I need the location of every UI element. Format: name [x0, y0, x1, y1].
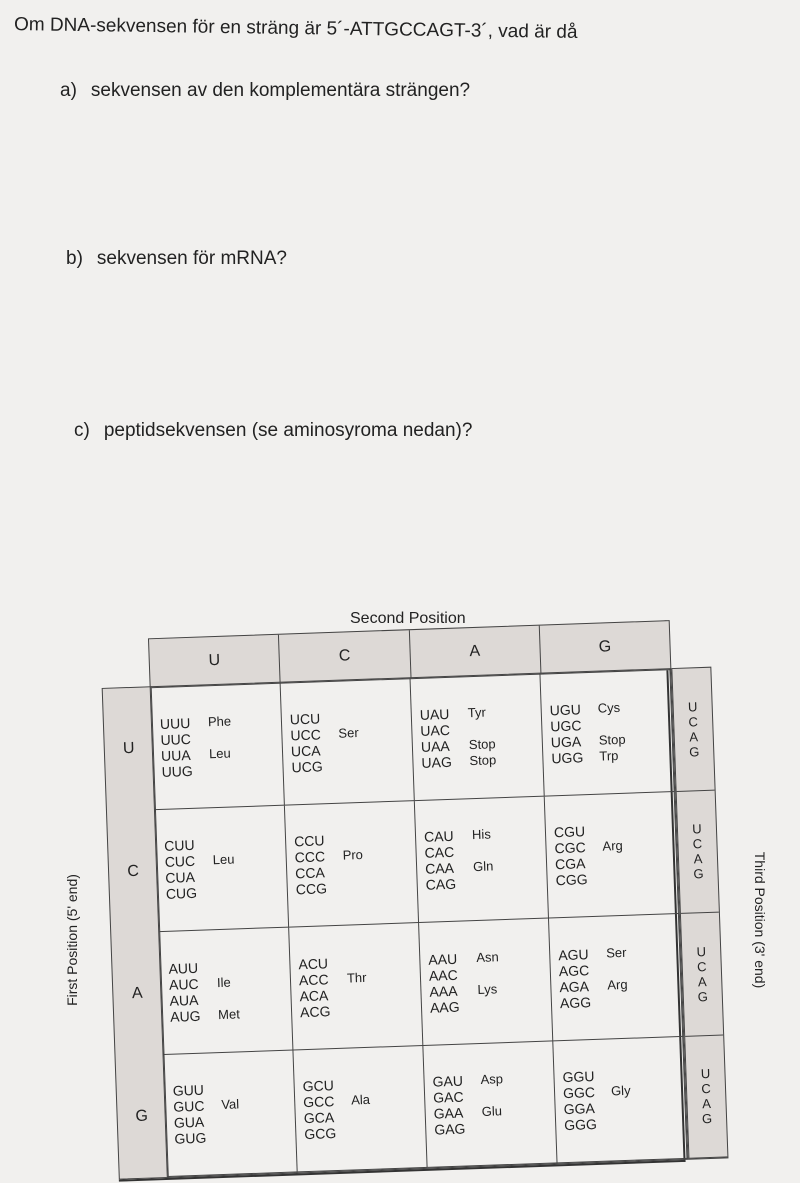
third-position-letter: A — [697, 973, 707, 990]
amino-acid — [216, 959, 217, 975]
amino-acid — [481, 1088, 482, 1104]
codon: ACC — [298, 970, 329, 989]
codon-line — [425, 873, 538, 893]
codon-cell — [411, 674, 545, 801]
codon: CGG — [555, 871, 588, 889]
codon: UCU — [289, 710, 321, 728]
third-position-letter: U — [696, 943, 707, 960]
amino-acid — [477, 966, 478, 982]
codon: GCA — [303, 1109, 335, 1127]
codon: AUA — [169, 991, 199, 1009]
third-position-group — [672, 668, 714, 792]
codon: CAA — [424, 860, 455, 878]
amino-acid: His — [471, 826, 492, 843]
third-position-letter: C — [688, 713, 699, 730]
third-position-letter: G — [693, 866, 704, 882]
amino-acid — [352, 1125, 353, 1141]
codon: UCG — [291, 758, 323, 776]
codon-cell — [151, 683, 285, 810]
codon: UUU — [159, 714, 191, 732]
codon: CAU — [423, 828, 454, 846]
third-position-group — [685, 1035, 727, 1159]
question-a — [60, 80, 470, 102]
codon-line — [560, 991, 673, 1011]
codon: GAC — [432, 1088, 464, 1106]
amino-acid — [348, 1002, 349, 1018]
codon: UUC — [160, 730, 192, 748]
amino-acid: Stop — [468, 736, 496, 752]
codon-line — [166, 882, 279, 902]
codon-cell — [415, 796, 549, 923]
column-header: A — [409, 626, 541, 679]
codon: CGC — [554, 839, 586, 857]
codon-line — [304, 1122, 417, 1142]
column-header: G — [598, 638, 612, 656]
column-header: U — [149, 635, 281, 688]
third-position-letter: A — [693, 851, 703, 867]
codon-cell — [281, 678, 415, 805]
codon: CUA — [165, 869, 196, 887]
codon-cell — [553, 1036, 687, 1163]
codon: AAA — [429, 982, 458, 1000]
row-header: A — [131, 984, 143, 1003]
codon-line — [555, 869, 668, 889]
codon: AUU — [168, 959, 199, 977]
codon: UGG — [551, 748, 584, 767]
amino-acid: Arg — [607, 976, 628, 993]
question-a-label: a) — [60, 80, 77, 101]
codon: UAU — [419, 705, 450, 723]
codon: AAC — [428, 966, 458, 984]
codon: UAG — [421, 753, 453, 771]
question-a-text: sekvensen av den komplementära strängen? — [90, 80, 471, 101]
amino-acid: Tyr — [467, 704, 487, 720]
row-header: G — [135, 1107, 149, 1126]
amino-acid — [220, 1081, 221, 1097]
amino-acid: Cys — [597, 699, 621, 716]
codon-cell — [164, 1050, 298, 1177]
amino-acid — [610, 1068, 611, 1084]
codon: UCC — [290, 726, 322, 744]
third-position-group — [677, 790, 719, 914]
amino-acid — [472, 843, 473, 859]
amino-acid: Ile — [216, 974, 232, 990]
codon: GGU — [562, 1068, 595, 1086]
codon: AAG — [429, 998, 460, 1016]
codon-cell — [545, 792, 679, 919]
amino-acid: Stop — [598, 731, 626, 748]
codon: GAA — [433, 1104, 464, 1122]
amino-acid — [482, 1120, 483, 1136]
amino-acid — [598, 716, 599, 732]
amino-acid — [347, 986, 348, 1002]
amino-acid — [222, 1113, 223, 1129]
amino-acid: Arg — [602, 838, 623, 854]
third-position-letter: G — [688, 743, 700, 760]
third-position-letter: A — [689, 728, 699, 745]
codon-cell — [540, 669, 674, 796]
codon: CAG — [425, 875, 457, 894]
codon: CAC — [424, 844, 455, 862]
amino-acid: Thr — [346, 969, 367, 986]
amino-acid — [611, 1100, 612, 1116]
amino-acid: Asp — [480, 1071, 504, 1088]
codon: GGC — [562, 1084, 596, 1102]
codon: CGU — [553, 823, 586, 841]
amino-acid: Leu — [208, 745, 231, 762]
amino-acid — [222, 1129, 223, 1145]
codon: CCC — [294, 848, 326, 866]
codon: CUU — [163, 837, 195, 855]
codon-table — [100, 620, 713, 1181]
codon-line — [434, 1118, 547, 1138]
codon-cell — [419, 919, 553, 1046]
codon-cell — [293, 1045, 427, 1172]
amino-acid: Phe — [207, 713, 232, 730]
amino-acid: Ser — [338, 724, 359, 741]
codon: AAU — [428, 950, 458, 968]
codon: AGG — [559, 993, 592, 1011]
codon: GUC — [173, 1097, 205, 1115]
third-position-letter: U — [691, 821, 702, 837]
amino-acid — [607, 961, 608, 977]
codon: AUG — [169, 1007, 201, 1025]
codon: ACU — [298, 954, 329, 973]
codon-line — [161, 760, 274, 780]
amino-acid — [352, 1109, 353, 1125]
row-header: U — [122, 739, 135, 758]
third-position-letter: C — [692, 836, 703, 852]
first-position-label: First Position (5' end) — [64, 874, 80, 1006]
codon: UUA — [160, 746, 191, 764]
codon: GCC — [302, 1093, 335, 1111]
codon-line — [174, 1127, 287, 1147]
question-b — [66, 248, 287, 270]
codon-line — [291, 755, 404, 775]
codon: ACA — [299, 987, 329, 1004]
codon-line — [421, 751, 534, 771]
amino-acid — [339, 741, 340, 757]
third-position-letter: G — [701, 1111, 713, 1127]
amino-acid — [478, 998, 479, 1014]
third-position-letter: C — [696, 958, 707, 975]
codon: UGC — [549, 717, 582, 735]
amino-acid: Ala — [350, 1092, 371, 1108]
codon-cell — [159, 928, 293, 1055]
amino-acid — [214, 884, 215, 900]
question-c — [74, 420, 472, 442]
third-position-letter: A — [701, 1096, 712, 1112]
amino-acid: Glu — [481, 1103, 503, 1120]
codon: GCU — [302, 1077, 335, 1095]
amino-acid — [209, 762, 210, 778]
amino-acid — [468, 721, 469, 737]
codon: CUC — [164, 853, 196, 871]
codon: AGA — [559, 977, 590, 995]
amino-acid: Pro — [342, 847, 364, 863]
amino-acid — [602, 823, 603, 839]
codon: GCG — [304, 1125, 337, 1143]
amino-acid: Ser — [605, 944, 627, 961]
second-position-label: Second Position — [350, 610, 466, 627]
column-header: C — [279, 630, 411, 683]
amino-acid — [473, 875, 474, 891]
amino-acid: Trp — [599, 747, 619, 764]
codon-grid — [150, 668, 689, 1178]
codon-cell — [285, 801, 419, 928]
codon-cell — [423, 1041, 557, 1168]
amino-acid: Leu — [212, 851, 235, 868]
codon: GUA — [173, 1113, 205, 1131]
amino-acid — [342, 832, 343, 848]
codon: UUG — [161, 762, 194, 780]
third-position-label: Third Position (3' end) — [752, 851, 768, 989]
third-position-letter: U — [700, 1066, 711, 1082]
question-b-label: b) — [66, 248, 83, 269]
amino-acid — [212, 836, 213, 852]
amino-acid — [338, 710, 339, 726]
third-position-letter: G — [697, 988, 709, 1005]
amino-acid — [603, 855, 604, 871]
codon-cell — [289, 923, 423, 1050]
question-intro: Om DNA-sekvensen för en sträng är 5´-ATTGCCAGT-3´, vad är då — [13, 14, 578, 43]
amino-acid — [608, 993, 609, 1009]
amino-acid: Gly — [610, 1083, 631, 1099]
amino-acid — [213, 868, 214, 884]
codon-line — [300, 1000, 413, 1020]
question-c-text: peptidsekvensen (se aminosyroma nedan)? — [103, 420, 473, 441]
codon: UAC — [420, 721, 451, 739]
amino-acid — [217, 991, 218, 1007]
codon: GUU — [172, 1081, 205, 1099]
third-position-letter: U — [687, 698, 698, 715]
amino-acid: Asn — [476, 949, 499, 965]
amino-acid — [344, 880, 345, 896]
row-header: C — [127, 862, 140, 881]
codon: GGG — [563, 1116, 598, 1134]
amino-acid: Lys — [477, 981, 498, 997]
amino-acid: Stop — [469, 752, 497, 768]
codon: CCU — [293, 832, 325, 850]
third-position-letter: C — [701, 1081, 711, 1097]
codon: UGA — [550, 733, 582, 751]
codon: UAA — [420, 737, 450, 755]
codon: GUG — [174, 1129, 207, 1147]
codon: CCA — [294, 864, 326, 882]
codon: AGC — [558, 961, 590, 979]
codon: CUG — [165, 885, 198, 903]
amino-acid: Met — [217, 1006, 241, 1022]
amino-acid — [343, 864, 344, 880]
amino-acid — [612, 1116, 613, 1132]
codon-line — [551, 746, 664, 766]
codon: GAU — [432, 1072, 464, 1090]
codon-line — [170, 1005, 283, 1025]
amino-acid — [208, 730, 209, 746]
third-position-group — [681, 913, 723, 1037]
question-b-text: sekvensen för mRNA? — [96, 248, 287, 269]
codon: GGA — [563, 1100, 596, 1118]
codon-line — [296, 878, 409, 898]
codon: CGA — [554, 855, 586, 873]
amino-acid: Gln — [472, 858, 494, 875]
amino-acid — [603, 871, 604, 887]
codon: UGU — [549, 701, 582, 719]
codon: GAG — [434, 1120, 466, 1138]
amino-acid: Val — [221, 1096, 240, 1113]
codon-line — [430, 996, 543, 1016]
codon: UCA — [290, 742, 321, 760]
codon-cell — [549, 914, 683, 1041]
amino-acid — [350, 1077, 351, 1093]
codon-cell — [155, 805, 289, 932]
codon: ACG — [299, 1002, 331, 1020]
amino-acid — [346, 954, 347, 970]
codon: CCG — [295, 880, 328, 898]
codon: AGU — [557, 945, 589, 963]
amino-acid — [339, 757, 340, 773]
question-c-label: c) — [74, 420, 90, 441]
codon: AUC — [168, 975, 199, 993]
codon-line — [564, 1113, 677, 1133]
